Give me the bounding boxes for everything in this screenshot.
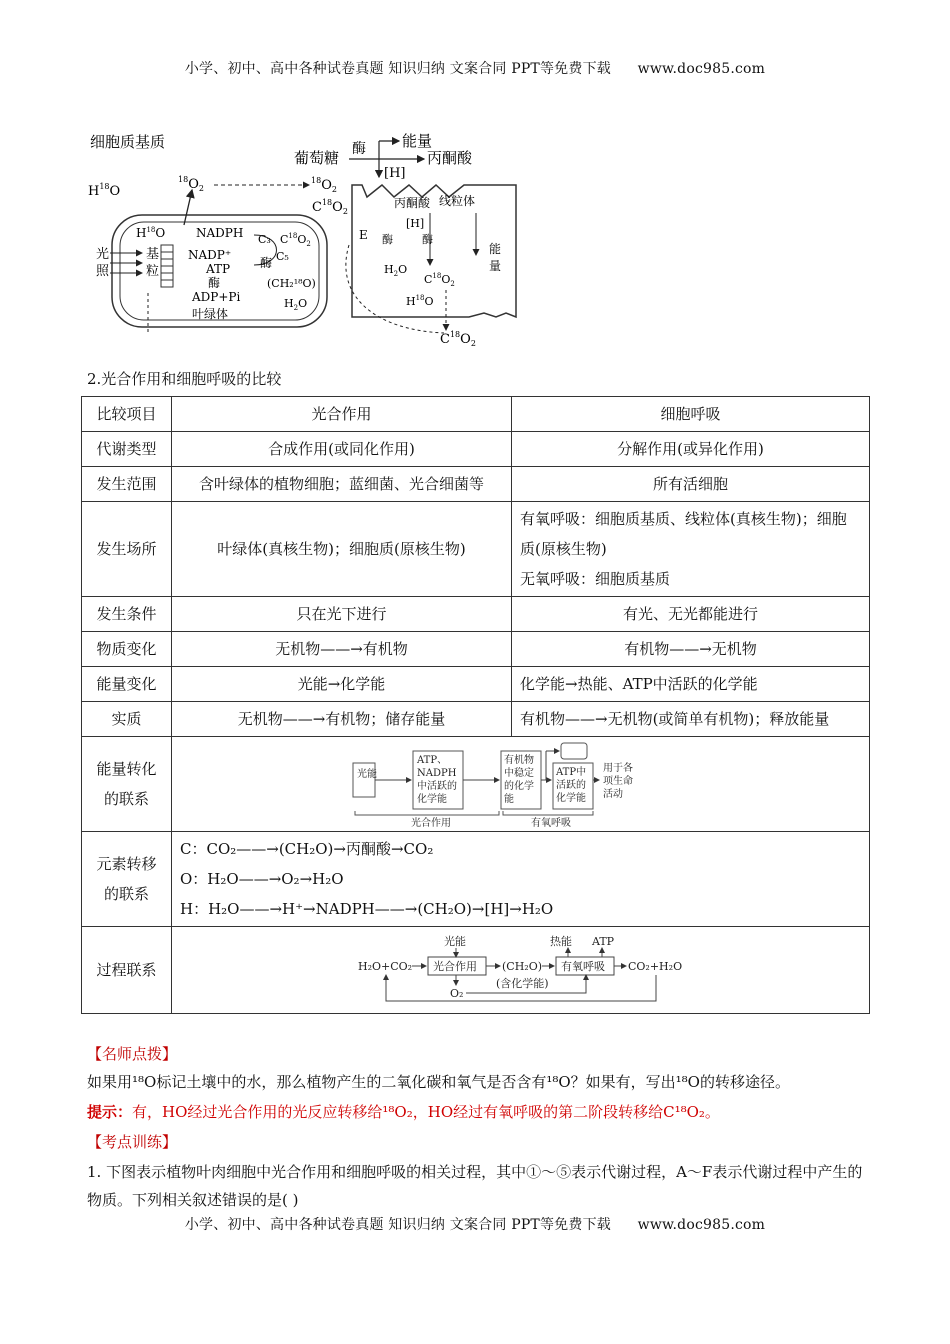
water-in-chloro: $H^{18}O$ [136,226,166,240]
mito-label: 线粒体 [439,194,476,208]
energy-label: 能量 [402,132,433,150]
table-row [82,927,870,1014]
enzyme-label: 酶 [352,141,366,157]
resp-cell: 有机物——→无机物(或简单有机物)；释放能量 [512,702,870,737]
process-heat: 热能 [549,935,572,948]
row-label: 过程联系 [82,927,172,1014]
table-row [82,632,870,667]
c3-label: C₃ [258,233,271,246]
water-label: $H^{18}O$ [88,182,121,199]
energy-box-2b: NADPH [416,768,456,779]
process-input: H₂O+CO₂ [357,960,412,973]
resp-site-aerobic: 有氧呼吸：细胞质基质、线粒体(真核生物)；细胞质(原核生物) [520,510,847,558]
atp-label: ATP [206,262,231,276]
process-output: CO₂+H₂O [627,960,682,973]
training-heading: 【考点训练】 [87,1133,178,1151]
photosynthesis-respiration-diagram [84,125,534,350]
table-row [82,737,870,832]
enzyme-label-3: 酶 [260,256,273,270]
footer-text: 小学、初中、高中各种试卷真题 知识归纳 文案合同 PPT等免费下载 [184,1217,611,1233]
energy-in-mito-2: 量 [489,259,502,273]
cytoplasm-label: 细胞质基质 [90,133,166,151]
enzyme-label-2: 酶 [208,276,221,290]
photo-cell: 无机物——→有机物 [172,632,512,667]
page-footer [0,1214,950,1234]
nadp-label: NADP⁺ [188,248,232,262]
light-label-2: 照 [96,264,110,279]
energy-label-photo: 光合作用 [410,818,451,827]
row-label: 能量变化 [82,667,172,702]
photo-cell: 只在光下进行 [172,597,512,632]
o2-label-1: $^{18}O_2$ [178,175,204,193]
resp-cell: 有机物——→无机物 [512,632,870,667]
photo-cell: 光能→化学能 [172,667,512,702]
enzyme-label-5: 酶 [382,233,393,246]
pyruvate-in-mito: 丙酮酸 [394,196,431,210]
grana-label-2: 粒 [146,264,160,279]
energy-box-1a: 光能 [356,769,377,780]
table-row [82,832,870,927]
co2-label-1: $C^{18}O_2$ [312,198,348,216]
hint-text: 有，HO经过光合作用的光反应转移给¹⁸O₂，HO经过有氧呼吸的第二阶段转移给C¹⁸O₂。 [132,1103,720,1121]
resp-site-anaerobic: 无氧呼吸：细胞质基质 [520,570,671,588]
row-label: 物质变化 [82,632,172,667]
photo-cell: 叶绿体(真核生物)；细胞质(原核生物) [172,502,512,597]
table-row [82,667,870,702]
energy-box-2a: ATP、 [416,755,447,766]
row-label: 实质 [82,702,172,737]
process-atp: ATP [591,935,614,948]
co2-in-chloro: $C^{18}O_2$ [280,232,311,248]
header-cell: 细胞呼吸 [512,397,870,432]
process-light: 光能 [443,935,466,948]
o2-label-2: $^{18}O_2$ [311,176,337,194]
chloroplast-label: 叶绿体 [192,307,229,321]
glucose-label: 葡萄糖 [294,149,340,167]
adp-label: ADP+Pi [192,290,241,304]
h-in-mito: [H] [406,217,425,230]
energy-box-5c: 活动 [602,789,623,800]
row-label: 元素转移的联系 [82,832,172,927]
resp-cell: 分解作用(或异化作用) [512,432,870,467]
resp-cell [512,502,870,597]
energy-box-3b: 中稳定 [503,768,534,779]
co2-in-mito: $C^{18}O_2$ [424,272,455,288]
pyruvate-label: 丙酮酸 [427,149,473,167]
process-photo: 光合作用 [432,960,477,973]
row-label: 发生条件 [82,597,172,632]
nadph-label: NADPH [196,226,244,240]
resp-cell: 有光、无光都能进行 [512,597,870,632]
row-label: 能量转化的联系 [82,737,172,832]
energy-diagram-cell [172,737,870,832]
energy-in-mito-1: 能 [489,242,502,256]
ch2o-label: (CH₂¹⁸O) [267,277,316,290]
process-o2: O₂ [449,987,463,1000]
energy-box-4c: 化学能 [555,793,586,804]
water-out-chloro: $H_2O$ [284,297,308,312]
resp-cell: 所有活细胞 [512,467,870,502]
process-chem: (含化学能) [495,977,549,990]
table-row [82,502,870,597]
energy-box-3c: 的化学 [503,781,534,792]
tip-heading: 【名师点拨】 [87,1045,178,1063]
process-ch2o: (CH₂O) [501,960,542,973]
energy-box-5a: 用于各 [602,763,633,774]
header-cell: 光合作用 [172,397,512,432]
energy-box-4b: 活跃的 [555,780,586,791]
energy-box-2c: 中活跃的 [416,781,457,792]
photo-cell: 含叶绿体的植物细胞；蓝细菌、光合细菌等 [172,467,512,502]
header-text: 小学、初中、高中各种试卷真题 知识归纳 文案合同 PPT等免费下载 [184,61,611,77]
energy-box-3d: 能 [503,794,514,805]
header-cell: 比较项目 [82,397,172,432]
question-1: 1. 下图表示植物叶肉细胞中光合作用和细胞呼吸的相关过程，其中①～⑤表示代谢过程，A～F表示代谢过程中产生的物质。下列相关叙述错误的是( ) [87,1163,863,1209]
page-header [0,58,950,78]
process-diagram-cell [172,927,870,1014]
row-label: 发生场所 [82,502,172,597]
grana-label-1: 基 [146,247,160,262]
table-header-row [82,397,870,432]
element-line-h: H：H₂O——→H⁺→NADPH——→(CH₂O)→[H]→H₂O [180,900,554,918]
energy-conversion-diagram [351,741,691,827]
energy-box-5b: 项生命 [602,776,633,787]
row-label: 发生范围 [82,467,172,502]
c5-label: C₅ [276,250,289,263]
water-in-mito: $H_2O$ [384,263,408,278]
resp-cell: 化学能→热能、ATP中活跃的化学能 [512,667,870,702]
tip-hint [87,1098,877,1126]
footer-url[interactable]: www.doc985.com [637,1217,766,1233]
table-row [82,432,870,467]
header-url[interactable]: www.doc985.com [637,61,766,77]
e-label: E [359,228,368,242]
water-in-mito-2: $H^{18}O$ [406,294,434,308]
process-diagram [356,935,686,1005]
table-row [82,702,870,737]
photo-cell: 合成作用(或同化作用) [172,432,512,467]
enzyme-label-4: 酶 [422,233,433,246]
energy-box-2d: 化学能 [416,794,447,805]
photo-cell: 无机物——→有机物；储存能量 [172,702,512,737]
process-resp: 有氧呼吸 [560,960,605,973]
table-row [82,597,870,632]
element-line-o: O：H₂O——→O₂→H₂O [180,870,344,888]
tip-question: 如果用¹⁸O标记土壤中的水，那么植物产生的二氧化碳和氧气是否含有¹⁸O？如果有，写出¹⁸O的转移途径。 [87,1073,790,1091]
energy-box-3a: 有机物 [503,755,534,766]
element-cell [172,832,870,927]
co2-bottom: $C^{18}O_2$ [440,330,476,348]
comparison-table [81,396,870,1014]
element-line-c: C：CO₂——→(CH₂O)→丙酮酸→CO₂ [180,840,434,858]
table-row [82,467,870,502]
energy-box-4a: ATP中 [555,767,586,778]
energy-label-resp: 有氧呼吸 [530,818,571,827]
hint-label: 提示： [87,1103,133,1121]
h-label: [H] [384,166,406,181]
row-label: 代谢类型 [82,432,172,467]
section-title: 2.光合作用和细胞呼吸的比较 [87,370,282,388]
light-label-1: 光 [96,247,110,262]
